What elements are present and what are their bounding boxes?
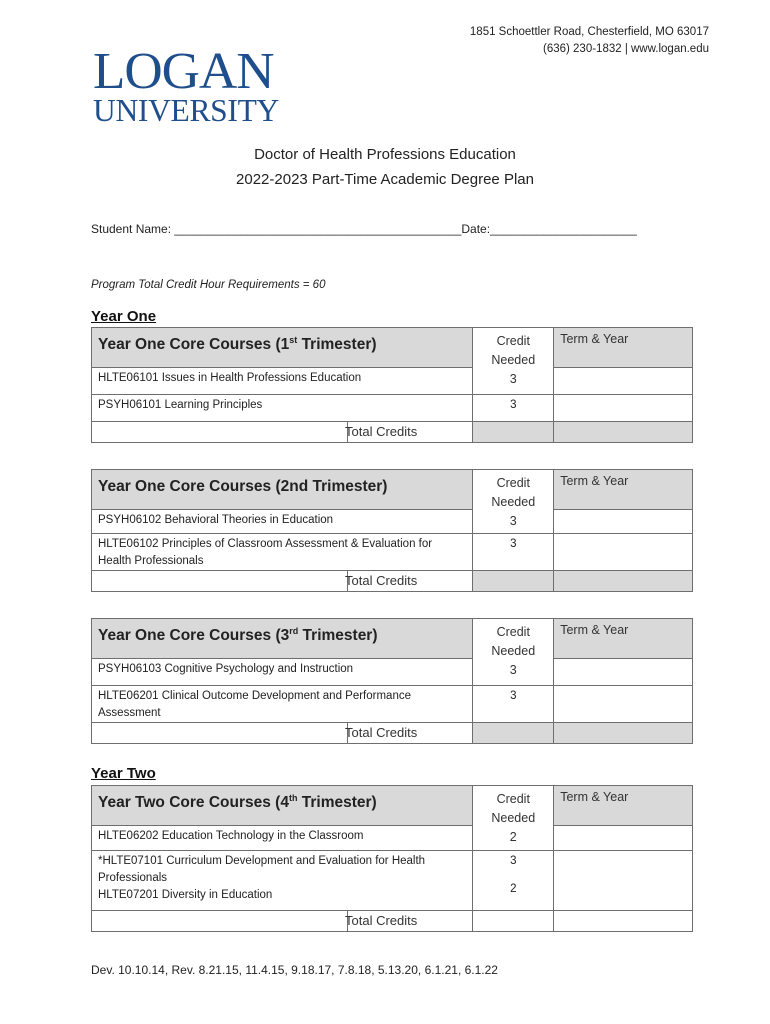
- address-block: [470, 24, 709, 58]
- student-name-date-line: Student Name: ___________________________________________Date:______________________: [91, 222, 637, 236]
- total-credits-value: [473, 911, 554, 932]
- credit-needed-header: [473, 619, 554, 686]
- credit-label: Credit: [496, 792, 530, 806]
- section-title-cell: [92, 619, 473, 659]
- total-credits-value: [473, 571, 554, 592]
- logo-line-university: UNIVERSITY: [93, 93, 279, 128]
- credit-requirements: Program Total Credit Hour Requirements = 60: [91, 279, 326, 291]
- term-year-field[interactable]: [554, 826, 693, 851]
- section-title: Year Two Core Courses (4th Trimester): [98, 793, 377, 812]
- credit-value: 3: [473, 686, 554, 723]
- term-year-header: Term & Year: [554, 470, 693, 510]
- total-credits-value: [473, 723, 554, 744]
- document-subtitle: 2022-2023 Part-Time Academic Degree Plan: [236, 171, 534, 188]
- course-cell: HLTE07201 Diversity in Education: [98, 889, 273, 901]
- credit-value: 3: [510, 855, 517, 867]
- term-year-field[interactable]: [554, 395, 693, 422]
- document-title: Doctor of Health Professions Education: [254, 146, 516, 163]
- credit-value: 3: [509, 663, 517, 677]
- revision-footer: Dev. 10.10.14, Rev. 8.21.15, 11.4.15, 9.18.17, 7.8.18, 5.13.20, 6.1.21, 6.1.22: [91, 963, 498, 977]
- total-credits-row: [92, 723, 473, 744]
- course-cell: *HLTE07101 Curriculum Development and Evaluation for Health Professionals: [98, 855, 426, 884]
- total-term-cell: [554, 422, 693, 443]
- course-table-trimester-4: [91, 785, 693, 932]
- total-credits-label: Total Credits: [347, 911, 474, 931]
- contact-line: (636) 230-1832 | www.logan.edu: [542, 43, 709, 55]
- needed-label: Needed: [491, 353, 536, 367]
- term-year-field[interactable]: [554, 510, 693, 534]
- credit-label: Credit: [496, 334, 530, 348]
- term-year-field[interactable]: [554, 686, 693, 723]
- term-year-field[interactable]: [554, 851, 693, 911]
- term-year-header: Term & Year: [554, 786, 693, 826]
- section-title: Year One Core Courses (1st Trimester): [98, 335, 377, 354]
- term-year-field[interactable]: [554, 368, 693, 395]
- course-table-trimester-2: [91, 469, 693, 592]
- total-credits-label: Total Credits: [347, 422, 474, 442]
- course-table-trimester-1: [91, 327, 693, 443]
- term-year-header: Term & Year: [554, 328, 693, 368]
- needed-label: Needed: [491, 495, 536, 509]
- credit-value: 2: [510, 883, 517, 895]
- section-title-cell: [92, 470, 473, 510]
- credit-value: 3: [509, 372, 517, 386]
- course-cell: PSYH06101 Learning Principles: [92, 395, 473, 422]
- needed-label: Needed: [491, 644, 536, 658]
- address-line: 1851 Schoettler Road, Chesterfield, MO 63017: [469, 26, 709, 38]
- credit-value: 3: [473, 534, 554, 571]
- section-title: Year One Core Courses (3rd Trimester): [98, 626, 378, 645]
- total-term-cell: [554, 723, 693, 744]
- year-two-heading: Year Two: [91, 765, 156, 782]
- term-year-field[interactable]: [554, 534, 693, 571]
- credit-needed-header: [473, 328, 554, 395]
- credit-value: 3: [473, 395, 554, 422]
- year-one-heading: Year One: [91, 308, 157, 325]
- total-credits-row: [92, 571, 473, 592]
- course-cell: HLTE06201 Clinical Outcome Development and Performance Assessment: [92, 686, 473, 723]
- needed-label: Needed: [491, 811, 536, 825]
- total-term-cell: [554, 911, 693, 932]
- credit-needed-header: [473, 470, 554, 534]
- logan-university-logo: [93, 43, 279, 128]
- course-cell: PSYH06102 Behavioral Theories in Education: [92, 510, 473, 534]
- credit-label: Credit: [496, 476, 530, 490]
- total-credits-label: Total Credits: [347, 571, 474, 591]
- total-credits-label: Total Credits: [347, 723, 474, 743]
- course-cell-group: [92, 851, 473, 911]
- section-title: Year One Core Courses (2nd Trimester): [98, 478, 388, 496]
- total-credits-row: [92, 911, 473, 932]
- credit-value-group: [473, 851, 554, 911]
- total-credits-value: [473, 422, 554, 443]
- section-title-cell: [92, 328, 473, 368]
- total-term-cell: [554, 571, 693, 592]
- course-cell: HLTE06101 Issues in Health Professions Education: [92, 368, 473, 395]
- term-year-header: Term & Year: [554, 619, 693, 659]
- course-cell: PSYH06103 Cognitive Psychology and Instruction: [92, 659, 473, 686]
- logo-line-logan: LOGAN: [93, 43, 274, 100]
- total-credits-row: [92, 422, 473, 443]
- term-year-field[interactable]: [554, 659, 693, 686]
- credit-label: Credit: [496, 625, 530, 639]
- course-cell: HLTE06102 Principles of Classroom Assessment & Evaluation for Health Professionals: [92, 534, 473, 571]
- credit-value: 3: [509, 514, 517, 528]
- section-title-cell: [92, 786, 473, 826]
- course-table-trimester-3: [91, 618, 693, 744]
- credit-value: 2: [509, 830, 517, 844]
- course-cell: HLTE06202 Education Technology in the Classroom: [92, 826, 473, 851]
- credit-needed-header: [473, 786, 554, 851]
